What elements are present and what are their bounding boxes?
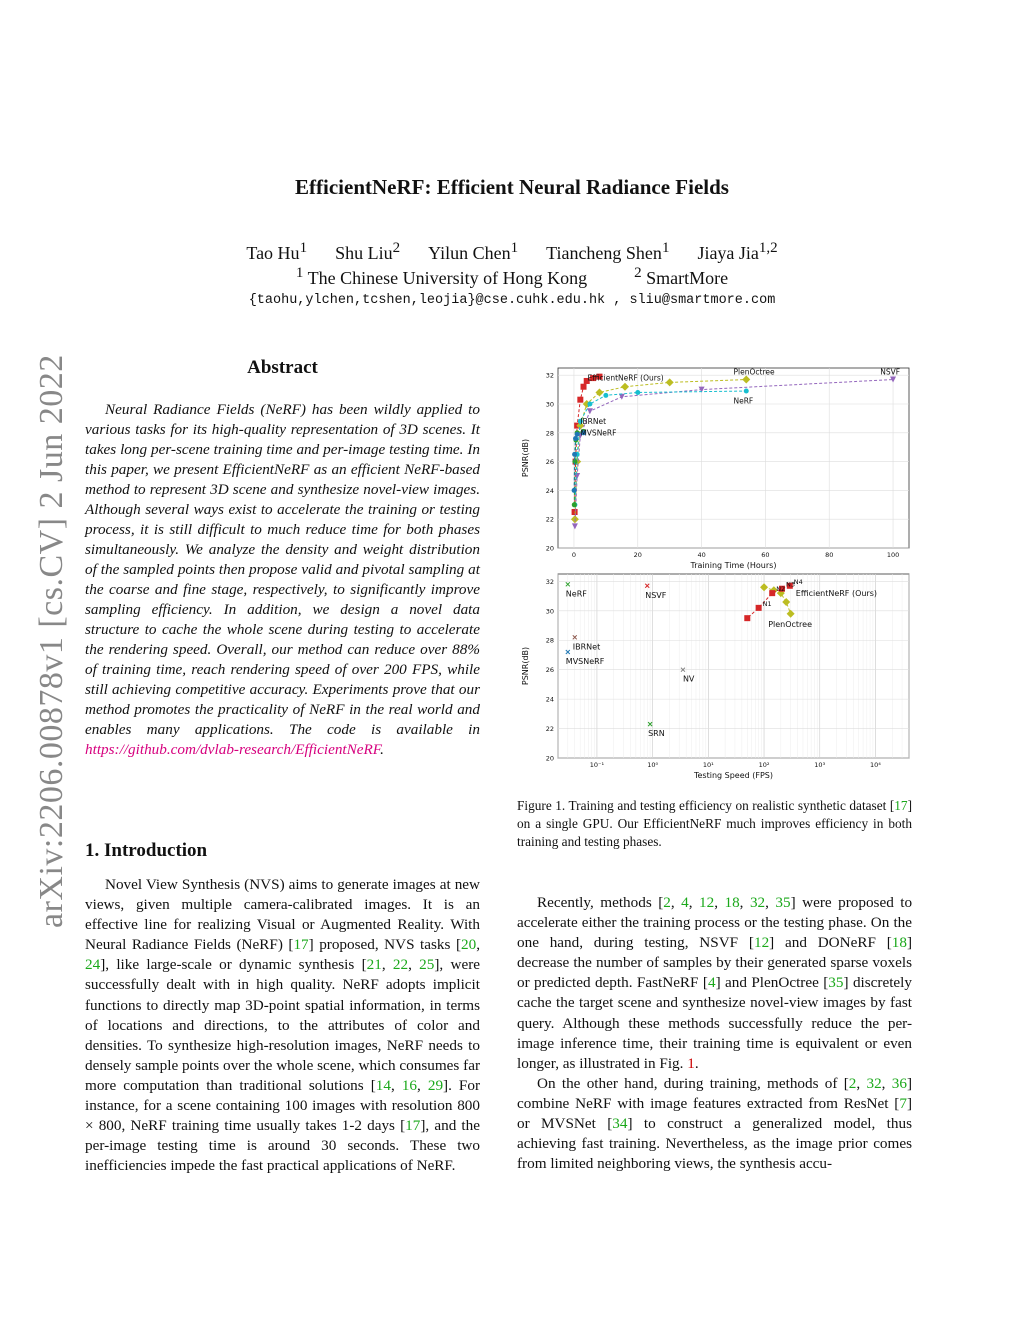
x-tick-label: 10⁻¹ xyxy=(589,761,605,769)
text-run: ], and the per-image testing time is around 30 seconds. These two inefficiencies impede the fast practical applications of NeRF. xyxy=(85,1117,480,1175)
right-paragraph-2 xyxy=(517,1074,912,1174)
citation-link[interactable]: 2 xyxy=(848,1074,857,1092)
y-tick-label: 32 xyxy=(545,577,554,586)
affil2: SmartMore xyxy=(646,268,729,288)
right-column-text xyxy=(517,893,912,1174)
efficientnerf-node-label: N2 xyxy=(776,585,786,594)
y-tick-label: 26 xyxy=(545,458,554,467)
annotation-ibrnet: IBRNet xyxy=(580,417,607,427)
citation-link[interactable]: 7 xyxy=(899,1094,907,1112)
citation-link[interactable]: 35 xyxy=(828,974,844,992)
text-run: , xyxy=(688,894,700,911)
author-list xyxy=(0,240,1024,264)
text-run: , xyxy=(765,894,776,911)
code-link[interactable]: https://github.com/dvlab-research/EfficientNeRF xyxy=(85,741,381,758)
efficientnerf-node-label: N3 xyxy=(786,580,796,589)
text-run: , xyxy=(408,956,420,974)
citation-link[interactable]: 34 xyxy=(612,1115,628,1133)
text-run: ] on a single GPU. Our EfficientNeRF much improves efficiency in both training and testing phases. xyxy=(517,798,912,849)
point-label-nerf: NeRF xyxy=(565,589,587,599)
point-label-nv: NV xyxy=(682,674,695,684)
text-run: , xyxy=(739,894,750,911)
training-time-chart xyxy=(521,367,909,570)
annotation-nsvf: NSVF xyxy=(880,367,901,377)
x-tick-label: 10¹ xyxy=(702,761,714,769)
citation-link[interactable]: 22 xyxy=(392,956,409,974)
text-run: Recently, methods [ xyxy=(537,894,664,911)
author-name: Shu Liu$^2$ xyxy=(335,240,401,263)
data-point xyxy=(581,384,587,390)
efficientnerf-node-label: N1 xyxy=(762,599,772,608)
affil1-sup: 1 xyxy=(295,265,304,281)
arxiv-stamp: arXiv:2206.00878v1 [cs.CV] 2 Jun 2022 xyxy=(33,354,70,928)
abstract-end: . xyxy=(380,741,384,758)
x-axis-label: Testing Speed (FPS) xyxy=(693,771,774,780)
citation-link[interactable]: 25 xyxy=(419,956,435,974)
x-tick-label: 10² xyxy=(758,761,770,769)
text-run: ] and DONeRF [ xyxy=(769,934,892,952)
author-name: Jiaya Jia$^{1,2}$ xyxy=(697,240,778,263)
efficientnerf-node-label: N4 xyxy=(793,577,803,586)
citation-link[interactable]: 21 xyxy=(366,956,382,974)
citation-link[interactable]: 18 xyxy=(891,934,907,952)
author-name: Tiancheng Shen$^1$ xyxy=(546,240,670,263)
point-label-mvsnerf: MVSNeRF xyxy=(565,657,605,667)
citation-link[interactable]: 29 xyxy=(427,1076,444,1094)
data-point xyxy=(587,402,592,407)
x-tick-label: 100 xyxy=(886,551,900,559)
citation-link[interactable]: 35 xyxy=(775,894,791,911)
plot-frame xyxy=(558,574,909,758)
data-point xyxy=(572,488,577,493)
point-label-nsvf: NSVF xyxy=(645,590,667,600)
text-run: ] decrease the number of samples by their generated sparse voxels or predicted depth. FastNeRF [ xyxy=(517,934,912,992)
data-point xyxy=(635,390,640,395)
citation-link[interactable]: 20 xyxy=(461,936,477,954)
testing-speed-chart xyxy=(521,574,909,780)
abstract-body xyxy=(85,400,480,760)
text-run: On the other hand, during training, methods of [ xyxy=(537,1074,849,1092)
efficientnerf-point xyxy=(769,590,775,596)
citation-link[interactable]: 24 xyxy=(85,956,101,974)
citation-link[interactable]: 17 xyxy=(405,1117,421,1135)
citation-link[interactable]: 14 xyxy=(375,1076,391,1094)
text-run: ]. For instance, for a scene containing 100 images with resolution 800 × 800, NeRF training time usually takes 1-2 days [ xyxy=(85,1076,481,1135)
data-point xyxy=(572,509,578,515)
citation-link[interactable]: 12 xyxy=(753,934,770,952)
x-tick-label: 10³ xyxy=(814,761,826,769)
data-point xyxy=(577,397,583,403)
x-tick-label: 10⁴ xyxy=(870,761,881,769)
data-point xyxy=(573,436,578,441)
text-run: ], were successfully dealt with in high quality. NeRF adopts implicit functions to directly map 3D-point spatial information, in terms of locations and directions, to the attributes of color and densities. To synthesize high-resolution images, NeRF needs to densely sample points over the whole scene, which consumes far more computation than traditional solutions [ xyxy=(85,956,480,1094)
data-point xyxy=(572,502,577,507)
y-tick-label: 22 xyxy=(545,515,554,524)
paper-title: EfficientNeRF: Efficient Neural Radiance Fields xyxy=(295,175,729,199)
citation-link[interactable]: 4 xyxy=(681,894,689,911)
y-tick-label: 24 xyxy=(545,486,554,495)
text-run: Novel View Synthesis (NVS) aims to generate images at new views, given multiple camera-calibrated images. It is an effective line for realizing Visual or Augmented Reality. With Neural Radiance Fields (NeRF) [ xyxy=(85,876,480,954)
citation-link[interactable]: 17 xyxy=(894,798,908,813)
intro-paragraph xyxy=(85,875,480,1176)
x-tick-label: 60 xyxy=(761,551,770,559)
figure-1-caption xyxy=(517,797,912,851)
efficientnerf-point xyxy=(744,615,750,621)
x-tick-label: 10⁰ xyxy=(647,761,659,769)
data-point xyxy=(572,452,577,457)
x-tick-label: 40 xyxy=(697,551,706,559)
text-run: ] or MVSNet [ xyxy=(517,1094,912,1133)
y-tick-label: 22 xyxy=(545,725,554,734)
text-run: , xyxy=(856,1074,867,1092)
affil2-sup: 2 xyxy=(634,265,642,281)
author-sup: 1,2 xyxy=(758,240,778,256)
text-run: , xyxy=(476,936,480,954)
y-axis-label: PSNR(dB) xyxy=(521,438,530,478)
affiliations xyxy=(0,265,1024,289)
text-run: ] combine NeRF with image features extracted from ResNet [ xyxy=(517,1074,913,1112)
author-sup: 1 xyxy=(299,240,308,256)
text-run: ] were proposed to accelerate either the training process or the testing phase. On the one hand, during testing, NSVF [ xyxy=(517,894,913,952)
point-label-srn: SRN xyxy=(648,729,665,739)
citation-link[interactable]: 16 xyxy=(401,1076,418,1094)
citation-link[interactable]: 12 xyxy=(699,894,715,911)
author-name: Tao Hu$^1$ xyxy=(246,240,308,263)
y-tick-label: 20 xyxy=(545,544,554,553)
annotation-plenoctree: PlenOctree xyxy=(733,367,775,377)
right-paragraph-1 xyxy=(517,893,912,1074)
efficientnerf-point xyxy=(756,605,762,611)
figure-1 xyxy=(516,360,916,785)
y-tick-label: 28 xyxy=(545,636,554,645)
text-run: , xyxy=(417,1076,428,1094)
text-run: , xyxy=(881,1074,892,1092)
author-name: Yilun Chen$^1$ xyxy=(428,240,519,263)
author-emails: {taohu,ylchen,tcshen,leojia}@cse.cuhk.edu.hk , sliu@smartmore.com xyxy=(248,293,776,308)
text-run: ] to construct a generalized model, thus achieving fast training. Nevertheless, as the image prior comes from limited neighboring views, the synthesis accu- xyxy=(517,1115,913,1173)
text-run: , xyxy=(670,894,682,911)
annotation-mvsnerf: MVSNeRF xyxy=(580,428,617,438)
x-axis-label: Training Time (Hours) xyxy=(690,561,777,570)
figure-ref-link[interactable]: 1 xyxy=(687,1054,695,1072)
text-run: ] proposed, NVS tasks [ xyxy=(308,936,461,954)
data-point xyxy=(744,389,749,394)
x-tick-label: 0 xyxy=(571,551,577,559)
text-run: , xyxy=(390,1076,402,1094)
author-sup: 2 xyxy=(392,240,401,256)
annotation-plenoctree: PlenOctree xyxy=(768,620,813,630)
citation-link[interactable]: 17 xyxy=(293,936,309,954)
abstract-heading: Abstract xyxy=(247,357,318,378)
point-label-ibrnet: IBRNet xyxy=(572,642,601,652)
text-run: Figure 1. Training and testing efficiency on realistic synthetic dataset [ xyxy=(517,798,895,813)
text-run: ] discretely cache the target scene and synthesize novel-view images by fast query. Although these methods successfully reduce the per-image inference time, their training time is equivalent or even longer, as illustrated in Fig. xyxy=(517,974,912,1072)
citation-link[interactable]: 32 xyxy=(749,894,766,911)
annotation-efficientnerf: EfficientNeRF (Ours) xyxy=(795,589,878,599)
data-point xyxy=(575,432,580,437)
abstract-text: Neural Radiance Fields (NeRF) has been wildly applied to various tasks for its high-quality representation of 3D scenes. It takes long per-scene training time and per-image testing time. In this paper, we present EfficientNeRF as an efficient NeRF-based method to represent 3D scene and synthesize novel-view images. Although several ways exist to accelerate the training or testing process, it is still difficult to much reduce time for both phases simultaneously. We analyze the density and weight distribution of the sampled points then propose valid and pivotal sampling at the coarse and fine stage, respectively, to significantly improve sampling efficiency. In addition, we design a novel data structure to cache the whole scene during testing to accelerate the rendering speed. Overall, our method can reduce over 88% of training time, reach rendering speed of over 200 FPS, while still achieving competitive accuracy. Experiments prove that our method promotes the practicality of NeRF in the real world and enables many applications. The code is available in xyxy=(85,401,480,738)
y-tick-label: 26 xyxy=(545,666,554,675)
text-run: ] and PlenOctree [ xyxy=(715,974,829,992)
citation-link[interactable]: 4 xyxy=(707,974,716,992)
citation-link[interactable]: 2 xyxy=(663,894,671,911)
y-tick-label: 28 xyxy=(545,429,554,438)
text-run: , xyxy=(714,894,725,911)
text-run: . xyxy=(694,1054,699,1072)
affil1: The Chinese University of Hong Kong xyxy=(307,268,588,288)
y-axis-label: PSNR(dB) xyxy=(521,646,530,686)
data-point xyxy=(603,393,608,398)
annotation-efficientnerf: EfficientNeRF (Ours) xyxy=(587,373,664,383)
citation-link[interactable]: 36 xyxy=(891,1074,907,1092)
y-tick-label: 20 xyxy=(545,754,554,763)
section-heading-introduction: 1. Introduction xyxy=(85,840,208,861)
y-tick-label: 32 xyxy=(545,371,554,380)
y-tick-label: 30 xyxy=(545,607,554,616)
y-tick-label: 30 xyxy=(545,400,554,409)
x-tick-label: 20 xyxy=(633,551,642,559)
x-tick-label: 80 xyxy=(825,551,834,559)
citation-link[interactable]: 18 xyxy=(724,894,740,911)
text-run: , xyxy=(381,956,393,974)
author-sup: 1 xyxy=(661,240,670,256)
annotation-nerf: NeRF xyxy=(733,396,754,406)
text-run: ], like large-scale or dynamic synthesis [ xyxy=(100,956,367,974)
y-tick-label: 24 xyxy=(545,695,554,704)
citation-link[interactable]: 32 xyxy=(866,1074,882,1092)
author-sup: 1 xyxy=(510,240,519,256)
